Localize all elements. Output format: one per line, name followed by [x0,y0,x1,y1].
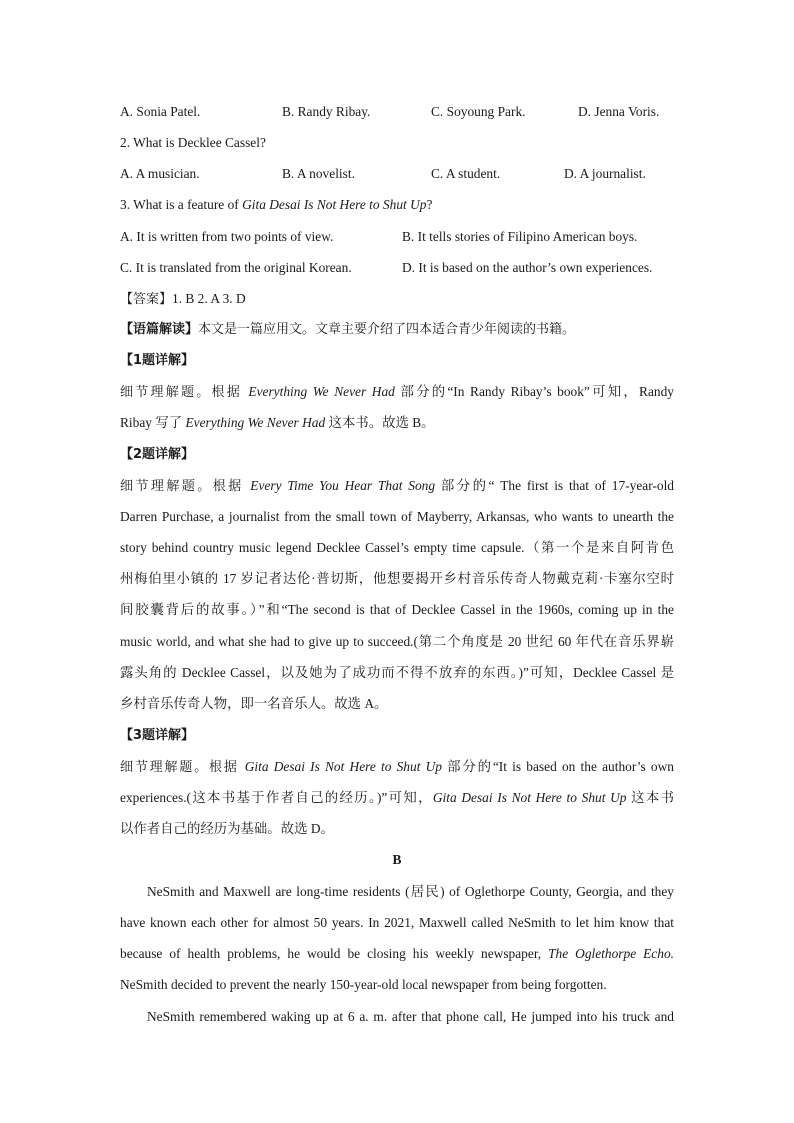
q2-option-a: A. A musician. [120,166,200,181]
detail-2-line-1: 细节理解题。根据 Every Time You Hear That Song 部分的“ The first is that of 17-year-old [120,478,674,494]
detail-3-title: 【3题详解】 [120,728,195,743]
detail-2-line-8: 乡村音乐传奇人物，即一名音乐人。故选 A。 [120,696,388,711]
detail-2-line-3: story behind country music legend Decklee Cassel’s empty time capsule.（第一个是来自阿肯色 [120,540,674,555]
detail-1-line-2: Ribay 写了 Everything We Never Had 这本书。故选 B。 [120,415,435,430]
q1-option-b: B. Randy Ribay. [282,104,371,119]
passage-p1-line-3: because of health problems, he would be closing his weekly newspaper, The Oglethorpe Echo. [120,946,674,961]
q3-question: 3. What is a feature of Gita Desai Is Not Here to Shut Up? [120,197,433,212]
guide-line: 【语篇解读】本文是一篇应用文。文章主要介绍了四本适合青少年阅读的书籍。 [120,322,576,337]
q3-option-b: B. It tells stories of Filipino American boys. [402,229,638,244]
q3-option-d: D. It is based on the author’s own experiences. [402,260,653,275]
section-heading: B [392,852,402,867]
q2-option-d: D. A journalist. [564,166,646,181]
passage-p1-line-2: have known each other for almost 50 years. In 2021, Maxwell called NeSmith to let him know that [120,915,674,930]
answer-line: 【答案】1. B 2. A 3. D [120,291,246,307]
q2-option-b: B. A novelist. [282,166,355,181]
q3-option-c: C. It is translated from the original Korean. [120,260,352,275]
passage-p2-line-1: NeSmith remembered waking up at 6 a. m. after that phone call, He jumped into his truck and [147,1009,674,1024]
detail-2-line-6: music world, and what she had to give up to succeed.(第二个角度是 20 世纪 60 年代在音乐界崭 [120,634,674,649]
detail-2-line-7: 露头角的 Decklee Cassel，以及她为了成功而不得不放弃的东西。)”可知，Decklee Cassel 是 [120,665,674,680]
detail-1-line-1: 细节理解题。根据 Everything We Never Had 部分的“In Randy Ribay’s book”可知，Randy [120,384,674,400]
detail-3-line-3: 以作者自己的经历为基础。故选 D。 [120,821,334,836]
q3-option-a: A. It is written from two points of view. [120,229,334,244]
detail-3-line-1: 细节理解题。根据 Gita Desai Is Not Here to Shut Up 部分的“It is based on the author’s own [120,759,674,775]
detail-3-line-2: experiences.(这本书基于作者自己的经历。)”可知，Gita Desai Is Not Here to Shut Up 这本书 [120,790,675,805]
q2-option-c: C. A student. [431,166,501,181]
detail-2-line-2: Darren Purchase, a journalist from the small town of Mayberry, Arkansas, who wants to unearth the [120,509,674,524]
detail-1-title: 【1题详解】 [120,353,195,368]
q1-option-d: D. Jenna Voris. [578,104,660,119]
detail-2-title: 【2题详解】 [120,447,195,462]
q2-question: 2. What is Decklee Cassel? [120,135,266,150]
q1-option-c: C. Soyoung Park. [431,104,526,119]
q1-option-a: A. Sonia Patel. [120,104,201,119]
detail-2-line-5: 间胶囊背后的故事。）”和“The second is that of Decklee Cassel in the 1960s, coming up in the [120,602,674,617]
passage-p1-line-1: NeSmith and Maxwell are long-time residents (居民) of Oglethorpe County, Georgia, and they [147,884,674,899]
passage-p1-line-4: NeSmith decided to prevent the nearly 150-year-old local newspaper from being forgotten. [120,977,607,992]
detail-2-line-4: 州梅伯里小镇的 17 岁记者达伦·普切斯，他想要揭开乡村音乐传奇人物戴克莉·卡塞尔空时 [120,571,674,586]
